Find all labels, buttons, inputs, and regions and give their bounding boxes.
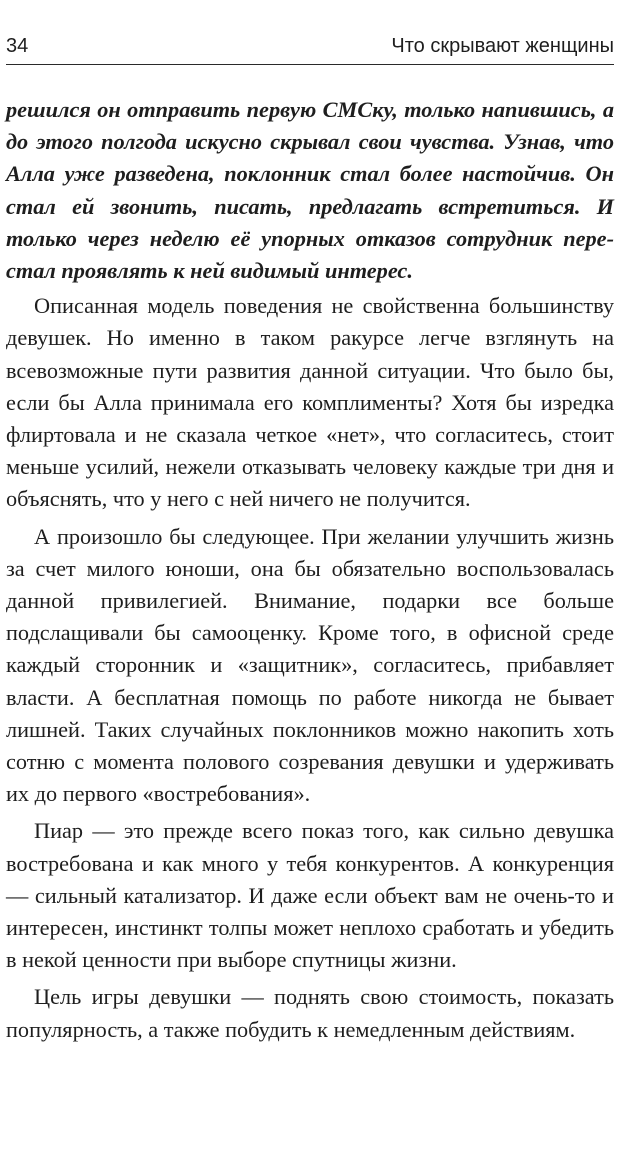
paragraph: Описанная модель поведения не свойственна большинству девушек. Но именно в таком ракурсе легче взглянуть на всевозможные пути развития данной ситуации. Что было бы, если бы Алла принимала его комплименты? Хотя бы изредка флиртовала и не сказала четкое «нет», что согласитесь, стоит меньше усилий, нежели отказывать человеку каждые три дня и объяснять, что у него с ней ничего не получится. bbox=[6, 293, 614, 512]
paragraph: Цель игры девушки — поднять свою стоимость, показать популярность, а также побудить к немедленным действиям. bbox=[6, 984, 614, 1042]
paragraph: А произошло бы следующее. При желании улучшить жизнь за счет милого юноши, она бы обязательно воспользовалась данной привилегией. Внимание, подарки все больше подслащивали бы самооценку. Кроме того, в офисной среде каждый сторонник и «защитник», согласитесь, прибавляет власти. А бесплатная помощь по работе никогда не бывает лишней. Таких случайных поклонников можно накопить хоть сотню с момента полового созревания девушки и удерживать их до первого «востребования». bbox=[6, 523, 614, 807]
paragraph: Пиар — это прежде всего показ того, как сильно девушка востребована и как много у тебя конкурентов. А конкуренция — сильный катализатор. И даже если объект вам не очень-то и интересен, инстинкт толпы может неплохо сработать и убедить в некой ценности при выборе спутницы жизни. bbox=[6, 818, 614, 973]
italic-paragraph: решился он отправить первую СМСку, только напившись, а до этого полгода искусно скрывал свои чувства. Узнав, что Алла уже разведена, поклонник стал более настойчив. Он стал ей звонить, писать, предлагать встретиться. И только через неделю её упорных отказов сотрудник перестал проявлять к ней видимый интерес. bbox=[6, 97, 614, 284]
page-number: 34 bbox=[6, 35, 29, 57]
page-header bbox=[6, 30, 614, 65]
body-text bbox=[6, 94, 614, 1051]
running-title: Что скрывают женщины bbox=[391, 35, 614, 57]
